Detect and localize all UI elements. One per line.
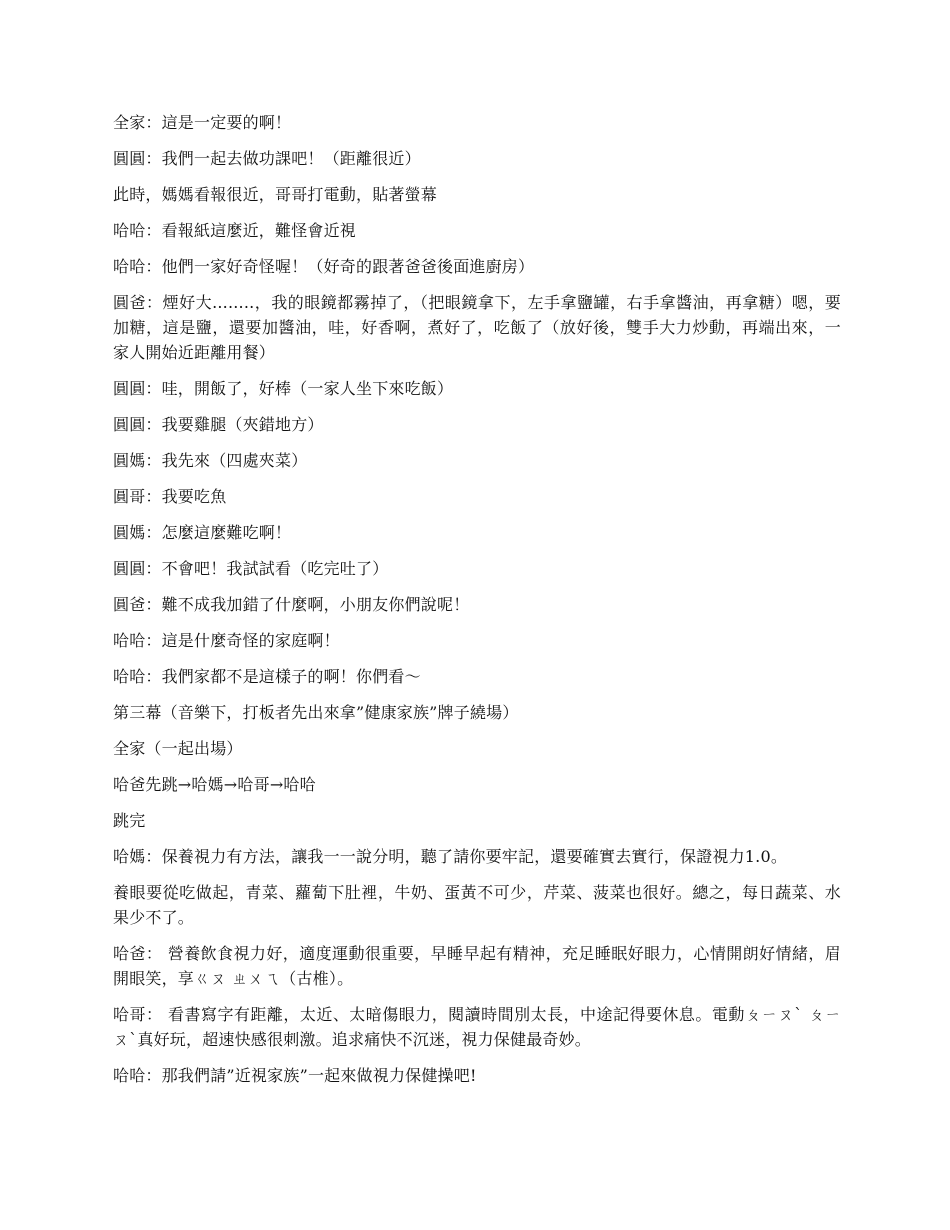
paragraph-2: 圓圓：我們一起去做功課吧！（距離很近） — [113, 149, 421, 168]
paragraph-17: 全家（一起出場） — [113, 739, 243, 758]
paragraph-8: 圓圓：我要雞腿（夾錯地方） — [113, 415, 324, 434]
paragraph-15: 哈哈：我們家都不是這樣子的啊！你們看～ — [113, 667, 421, 686]
paragraph-13: 圓爸：難不成我加錯了什麼啊，小朋友你們說呢！ — [113, 595, 470, 614]
paragraph-1: 全家：這是一定要的啊！ — [113, 113, 292, 132]
paragraph-22: 哈爸： 營養飲食視力好，適度運動很重要，早睡早起有精神，充足睡眠好眼力，心情開朗好情緒，眉開眼笑，享ㄍㄡ ㄓㄨㄟ（古椎）。 — [113, 944, 841, 988]
paragraph-18: 哈爸先跳→哈媽→哈哥→哈哈 — [113, 775, 316, 794]
paragraph-24: 哈哈：那我們請”近視家族”一起來做視力保健操吧! — [113, 1066, 477, 1085]
paragraph-19: 跳完 — [113, 811, 146, 830]
paragraph-10: 圓哥：我要吃魚 — [113, 487, 227, 506]
paragraph-11: 圓媽：怎麼這麼難吃啊！ — [113, 523, 292, 542]
paragraph-12: 圓圓：不會吧！我試試看（吃完吐了） — [113, 559, 389, 578]
paragraph-4: 哈哈：看報紙這麼近，難怪會近視 — [113, 221, 357, 240]
paragraph-21: 養眼要從吃做起，青菜、蘿蔔下肚裡，牛奶、蛋黃不可少，芹菜、菠菜也很好。總之，每日蔬菜、水果少不了。 — [113, 883, 841, 927]
paragraph-14: 哈哈：這是什麼奇怪的家庭啊！ — [113, 631, 340, 650]
paragraph-20: 哈媽：保養視力有方法，讓我一一說分明，聽了請你要牢記，還要確實去實行，保證視力1.0。 — [113, 847, 788, 866]
paragraph-7: 圓圓：哇，開飯了，好棒（一家人坐下來吃飯） — [113, 379, 454, 398]
paragraph-3: 此時，媽媽看報很近，哥哥打電動，貼著螢幕 — [113, 185, 438, 204]
paragraph-6: 圓爸：煙好大........，我的眼鏡都霧掉了，（把眼鏡拿下，左手拿鹽罐，右手拿醬油，再拿糖）嗯，要加糖，這是鹽，還要加醬油，哇，好香啊，煮好了，吃飯了（放好後，雙手大力炒動，再端出來，一家人開始近距離用餐） — [113, 293, 841, 362]
paragraph-16: 第三幕（音樂下，打板者先出來拿”健康家族”牌子繞場） — [113, 703, 519, 722]
document-body — [113, 110, 841, 1099]
paragraph-9: 圓媽：我先來（四處夾菜） — [113, 451, 308, 470]
paragraph-23: 哈哥： 看書寫字有距離，太近、太暗傷眼力，閱讀時間別太長，中途記得要休息。電動ㄆㄧㄡˋ ㄆㄧㄡˋ真好玩，超速快感很刺激。追求痛快不沉迷，視力保健最奇妙。 — [113, 1005, 841, 1049]
paragraph-5: 哈哈：他們一家好奇怪喔！（好奇的跟著爸爸後面進廚房） — [113, 257, 535, 276]
